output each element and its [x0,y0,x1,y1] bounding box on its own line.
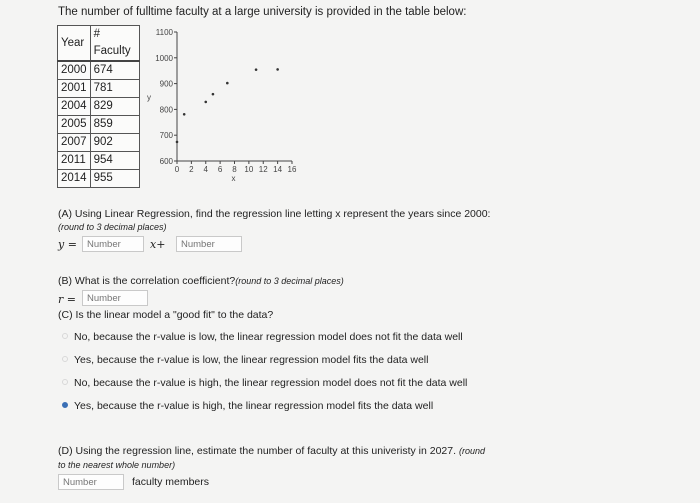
data-point [276,68,279,71]
y-tick-label: 800 [159,105,173,115]
table-cell-year: 2001 [58,80,91,98]
faculty-table [57,25,140,188]
table-cell-faculty: 674 [90,61,139,80]
x-tick-label: 12 [258,165,268,174]
data-point [212,93,215,96]
part-c-question: (C) Is the linear model a "good fit" to the data? [58,309,274,321]
y-tick-label: 900 [159,79,173,89]
x-tick-label: 2 [189,165,194,174]
table-row [58,152,140,170]
data-point [176,141,179,144]
table-cell-faculty: 859 [90,116,139,134]
y-tick-label: 600 [159,157,173,166]
x-tick-label: 10 [244,165,254,174]
y-tick-label: 700 [159,131,173,141]
y-tick-label: 1000 [155,53,173,63]
table-cell-faculty: 829 [90,98,139,116]
part-b-r-label: r = [58,293,76,306]
radio-button-selected[interactable] [62,402,68,408]
option-label: No, because the r-value is low, the linear regression model does not fit the data well [74,331,463,343]
table-cell-faculty: 902 [90,134,139,152]
table-cell-year: 2007 [58,134,91,152]
part-d-note-2: to the nearest whole number) [58,460,176,470]
part-a-question: (A) Using Linear Regression, find the regression line letting x represent the years since 2000: [58,208,491,220]
table-cell-year: 2005 [58,116,91,134]
part-a-note: (round to 3 decimal places) [58,222,167,232]
table-cell-faculty: 955 [90,170,139,188]
radio-button[interactable] [62,356,68,362]
part-b-question [58,275,344,287]
table-cell-year: 2004 [58,98,91,116]
data-point [204,101,207,104]
part-d-note-1: (round [458,446,485,456]
table-row [58,80,140,98]
table-row [58,116,140,134]
scatter-plot [140,22,300,187]
table-row [58,134,140,152]
table-header-faculty: # Faculty [90,26,139,62]
option-label: Yes, because the r-value is low, the linear regression model fits the data well [74,354,429,366]
option-yes-low[interactable] [62,354,428,366]
table-header-row [58,26,140,62]
table-row [58,170,140,188]
part-d-question [58,445,485,457]
x-tick-label: 4 [203,165,208,174]
y-axis-label: y [147,93,151,102]
x-tick-label: 14 [273,165,283,174]
part-a-y-label: y = [58,238,77,251]
x-axis-label: x [231,174,236,183]
part-a-x-plus: x+ [150,238,166,251]
table-cell-faculty: 954 [90,152,139,170]
option-label: Yes, because the r-value is high, the linear regression model fits the data well [74,400,434,412]
table-cell-year: 2000 [58,61,91,80]
table-header-year: Year [58,26,91,62]
estimate-input[interactable] [58,474,124,490]
problem-intro: The number of fulltime faculty at a large university is provided in the table below: [58,6,467,18]
table-cell-year: 2014 [58,170,91,188]
option-no-high[interactable] [62,377,467,389]
x-tick-label: 6 [217,165,223,174]
data-point [226,82,229,85]
radio-button[interactable] [62,379,68,385]
part-b-note: (round to 3 decimal places) [235,276,344,286]
intercept-input[interactable] [176,236,242,252]
part-d-text: (D) Using the regression line, estimate the number of faculty at this univeristy in 2027. [58,445,457,457]
y-tick-label: 1100 [155,28,173,37]
part-d-suffix: faculty members [132,476,210,488]
data-point [183,113,186,116]
data-point [255,68,258,71]
option-no-low[interactable] [62,331,463,343]
part-b-text: (B) What is the correlation coefficient? [58,275,236,287]
table-cell-faculty: 781 [90,80,139,98]
slope-input[interactable] [82,236,144,252]
radio-button[interactable] [62,333,68,339]
option-yes-high[interactable] [62,400,433,412]
correlation-input[interactable] [82,290,148,306]
x-tick-label: 8 [232,165,237,174]
table-cell-year: 2011 [58,152,91,170]
x-tick-label: 0 [174,165,180,174]
table-row [58,61,140,80]
option-label: No, because the r-value is high, the linear regression model does not fit the data well [74,377,468,389]
table-row [58,98,140,116]
x-tick-label: 16 [287,165,297,174]
